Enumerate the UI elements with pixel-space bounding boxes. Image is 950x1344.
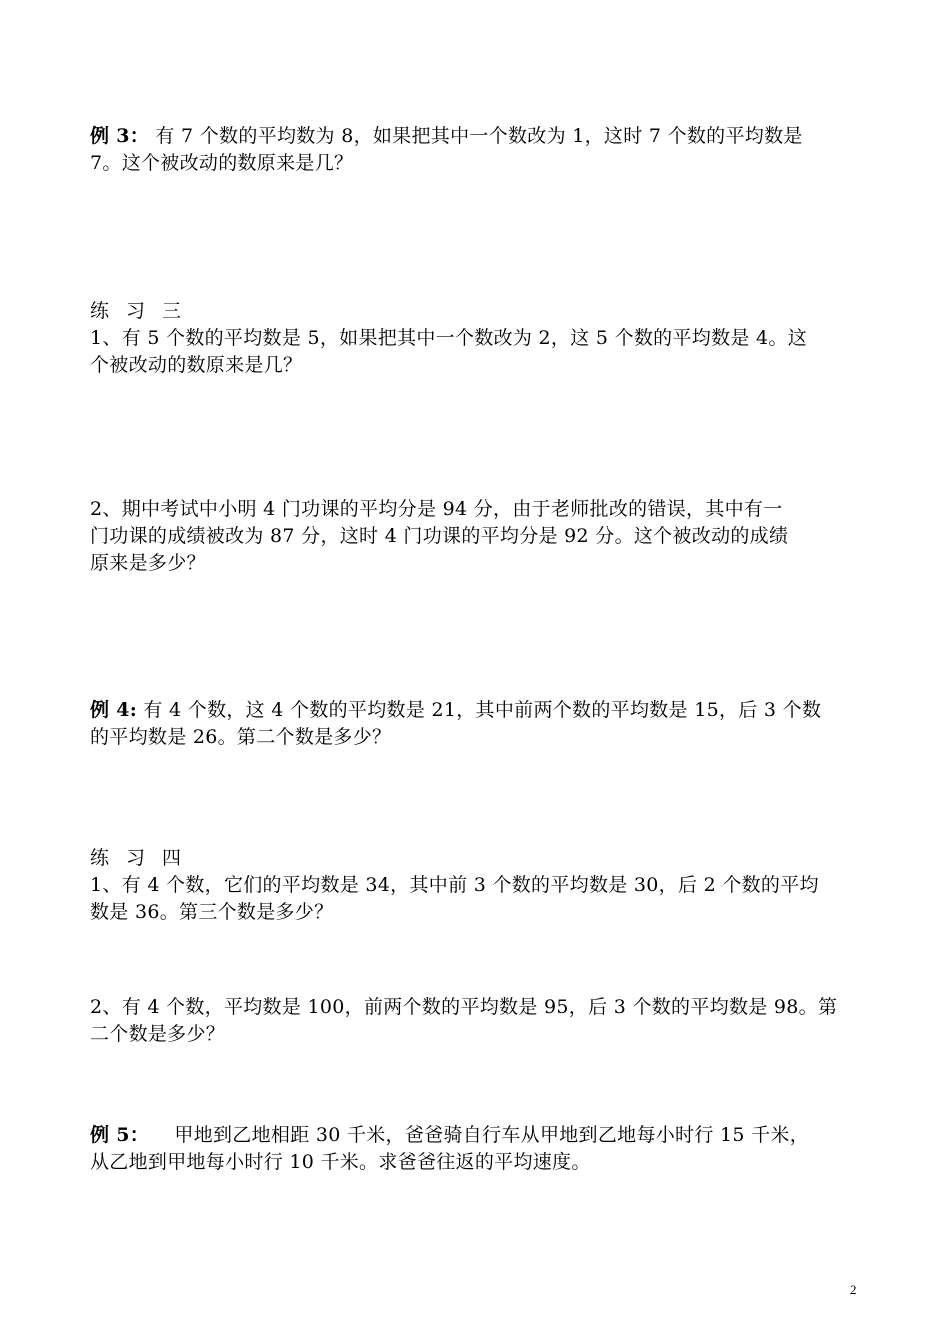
practice-4-q1-line-1: 1、有 4 个数，它们的平均数是 34，其中前 3 个数的平均数是 30，后 2 个数的平均 bbox=[90, 874, 819, 896]
practice-3-q2-line-1: 2、期中考试中小明 4 门功课的平均分是 94 分，由于老师批改的错误，其中有一 bbox=[90, 498, 783, 520]
practice-3-question-2 bbox=[90, 496, 862, 577]
practice-3-q1-line-1: 1、有 5 个数的平均数是 5，如果把其中一个数改为 2，这 5 个数的平均数是 4。这 bbox=[90, 327, 808, 349]
example-5-text-2: 从乙地到甲地每小时行 10 千米。求爸爸往返的平均速度。 bbox=[90, 1151, 591, 1173]
practice-4-q2-line-2: 二个数是多少？ bbox=[90, 1023, 226, 1045]
practice-3-q1-line-2: 个被改动的数原来是几？ bbox=[90, 354, 303, 376]
practice-4-heading: 练习四 bbox=[90, 847, 199, 869]
example-4-line-1 bbox=[90, 697, 862, 724]
example-4-label: 例 4: bbox=[90, 699, 138, 721]
example-5-line-1 bbox=[90, 1122, 862, 1149]
practice-3-q2-line-2: 门功课的成绩被改为 87 分，这时 4 门功课的平均分是 92 分。这个被改动的成绩 bbox=[90, 525, 789, 547]
example-3-text-2: 7。这个被改动的数原来是几？ bbox=[90, 152, 354, 174]
practice-4-q2-line-1: 2、有 4 个数，平均数是 100，前两个数的平均数是 95，后 3 个数的平均数是 98。第 bbox=[90, 996, 838, 1018]
page-number: 2 bbox=[850, 1282, 857, 1297]
example-4-text-2: 的平均数是 26。第二个数是多少？ bbox=[90, 726, 392, 748]
example-5-label: 例 5： bbox=[90, 1124, 150, 1146]
example-3 bbox=[90, 123, 862, 177]
practice-3-heading: 练习三 bbox=[90, 300, 199, 322]
practice-4 bbox=[90, 845, 862, 926]
example-3-text-1: 有 7 个数的平均数为 8，如果把其中一个数改为 1，这时 7 个数的平均数是 bbox=[149, 125, 803, 147]
practice-4-q1-line-2: 数是 36。第三个数是多少？ bbox=[90, 901, 334, 923]
example-4 bbox=[90, 697, 862, 751]
example-5-text-1: 甲地到乙地相距 30 千米，爸爸骑自行车从甲地到乙地每小时行 15 千米， bbox=[149, 1124, 810, 1146]
practice-3 bbox=[90, 298, 862, 379]
example-3-line-1 bbox=[90, 123, 862, 150]
example-5 bbox=[90, 1122, 862, 1176]
example-3-label: 例 3： bbox=[90, 125, 150, 147]
example-4-text-1: 有 4 个数，这 4 个数的平均数是 21，其中前两个数的平均数是 15，后 3 个数 bbox=[137, 699, 822, 721]
practice-3-q2-line-3: 原来是多少？ bbox=[90, 552, 206, 574]
practice-4-question-2 bbox=[90, 994, 862, 1048]
